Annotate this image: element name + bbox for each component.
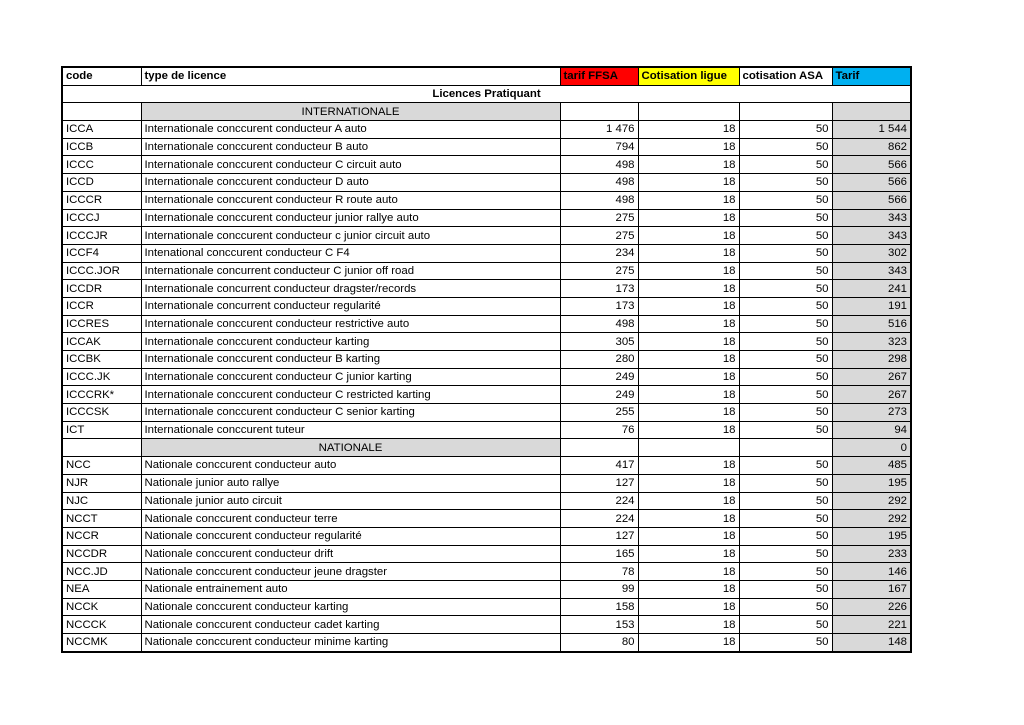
licence-type[interactable]: Internationale concurrent conducteur C junior off road — [141, 262, 560, 280]
section-ligue-cell[interactable] — [638, 439, 739, 457]
header-type[interactable]: type de licence — [141, 67, 560, 85]
tarif-ffsa-value[interactable]: 255 — [560, 404, 638, 422]
cotisation-ligue-value[interactable]: 18 — [638, 121, 739, 139]
cotisation-ligue-value[interactable]: 18 — [638, 634, 739, 652]
cotisation-asa-value[interactable]: 50 — [739, 598, 832, 616]
cotisation-asa-value[interactable]: 50 — [739, 563, 832, 581]
cotisation-asa-value[interactable]: 50 — [739, 634, 832, 652]
cotisation-asa-value[interactable]: 50 — [739, 616, 832, 634]
cotisation-ligue-value[interactable]: 18 — [638, 563, 739, 581]
tarif-total-value[interactable]: 292 — [832, 510, 911, 528]
tarif-ffsa-value[interactable]: 498 — [560, 156, 638, 174]
group-title-row — [62, 85, 911, 103]
licence-type[interactable]: Nationale conccurent conducteur terre — [141, 510, 560, 528]
cotisation-ligue-value[interactable]: 18 — [638, 315, 739, 333]
cotisation-ligue-value[interactable]: 18 — [638, 510, 739, 528]
licence-code[interactable]: NCC.JD — [62, 563, 141, 581]
tarif-ffsa-value[interactable]: 417 — [560, 457, 638, 475]
cotisation-ligue-value[interactable]: 18 — [638, 457, 739, 475]
licence-type[interactable]: Nationale conccurent conducteur auto — [141, 457, 560, 475]
table-row — [62, 297, 911, 315]
cotisation-ligue-value[interactable]: 18 — [638, 580, 739, 598]
licence-type[interactable]: Nationale entrainement auto — [141, 580, 560, 598]
licence-type[interactable]: Internationale conccurent conducteur karting — [141, 333, 560, 351]
cotisation-asa-value[interactable]: 50 — [739, 510, 832, 528]
tarif-ffsa-value[interactable]: 165 — [560, 545, 638, 563]
tarif-ffsa-value[interactable]: 275 — [560, 262, 638, 280]
tarif-total-value[interactable]: 298 — [832, 351, 911, 369]
licence-type[interactable]: Internationale conccurent conducteur C restricted karting — [141, 386, 560, 404]
licence-code[interactable]: ICCAK — [62, 333, 141, 351]
licence-code[interactable]: ICCR — [62, 297, 141, 315]
tarif-total-value[interactable]: 195 — [832, 474, 911, 492]
licence-code[interactable]: ICCF4 — [62, 244, 141, 262]
licence-code[interactable]: ICCD — [62, 174, 141, 192]
cotisation-asa-value[interactable]: 50 — [739, 209, 832, 227]
cotisation-ligue-value[interactable]: 18 — [638, 474, 739, 492]
tarif-ffsa-value[interactable]: 794 — [560, 138, 638, 156]
table-row — [62, 351, 911, 369]
licence-code[interactable]: ICCCR — [62, 191, 141, 209]
cotisation-ligue-value[interactable]: 18 — [638, 191, 739, 209]
cotisation-ligue-value[interactable]: 18 — [638, 598, 739, 616]
licence-code[interactable]: ICCCJ — [62, 209, 141, 227]
section-ligue-cell[interactable] — [638, 103, 739, 121]
licence-type[interactable]: Internationale conccurent conducteur B auto — [141, 138, 560, 156]
table-row — [62, 492, 911, 510]
licence-code[interactable]: NEA — [62, 580, 141, 598]
licence-code[interactable]: ICCC.JK — [62, 368, 141, 386]
licence-type[interactable]: Internationale conccurent conducteur junior rallye auto — [141, 209, 560, 227]
tarif-total-value[interactable]: 485 — [832, 457, 911, 475]
tarif-ffsa-value[interactable]: 173 — [560, 297, 638, 315]
cotisation-ligue-value[interactable]: 18 — [638, 404, 739, 422]
table-row — [62, 421, 911, 439]
licence-type[interactable]: Internationale conccurent conducteur R route auto — [141, 191, 560, 209]
cotisation-ligue-value[interactable]: 18 — [638, 244, 739, 262]
table-row — [62, 563, 911, 581]
tarif-total-value[interactable]: 566 — [832, 174, 911, 192]
tarif-ffsa-value[interactable]: 280 — [560, 351, 638, 369]
licence-type[interactable]: Nationale conccurent conducteur jeune dragster — [141, 563, 560, 581]
section-code-cell[interactable] — [62, 103, 141, 121]
cotisation-asa-value[interactable]: 50 — [739, 333, 832, 351]
tarif-ffsa-value[interactable]: 158 — [560, 598, 638, 616]
cotisation-ligue-value[interactable]: 18 — [638, 368, 739, 386]
tarif-ffsa-value[interactable]: 99 — [560, 580, 638, 598]
tarif-ffsa-value[interactable]: 498 — [560, 174, 638, 192]
header-cotisation-ligue[interactable]: Cotisation ligue — [638, 67, 739, 85]
tarif-total-value[interactable]: 195 — [832, 527, 911, 545]
tarif-ffsa-value[interactable]: 234 — [560, 244, 638, 262]
tarif-total-value[interactable]: 226 — [832, 598, 911, 616]
cotisation-ligue-value[interactable]: 18 — [638, 351, 739, 369]
tarif-total-value[interactable]: 516 — [832, 315, 911, 333]
tarif-total-value[interactable]: 221 — [832, 616, 911, 634]
cotisation-asa-value[interactable]: 50 — [739, 527, 832, 545]
licence-type[interactable]: Internationale concurrent conducteur regularité — [141, 297, 560, 315]
tarif-total-value[interactable]: 292 — [832, 492, 911, 510]
tarif-ffsa-value[interactable]: 1 476 — [560, 121, 638, 139]
tarif-ffsa-value[interactable]: 275 — [560, 227, 638, 245]
licence-code[interactable]: NCC — [62, 457, 141, 475]
licence-type[interactable]: Internationale conccurent conducteur A auto — [141, 121, 560, 139]
licence-type[interactable]: Internationale concurrent conducteur dragster/records — [141, 280, 560, 298]
licence-code[interactable]: ICT — [62, 421, 141, 439]
table-row — [62, 315, 911, 333]
cotisation-asa-value[interactable]: 50 — [739, 227, 832, 245]
section-ffsa-cell[interactable] — [560, 103, 638, 121]
table-row — [62, 227, 911, 245]
cotisation-ligue-value[interactable]: 18 — [638, 297, 739, 315]
tarif-ffsa-value[interactable]: 127 — [560, 527, 638, 545]
table-row — [62, 121, 911, 139]
cotisation-asa-value[interactable]: 50 — [739, 474, 832, 492]
tarif-total-value[interactable]: 146 — [832, 563, 911, 581]
licence-type[interactable]: Nationale conccurent conducteur minime karting — [141, 634, 560, 652]
tarif-ffsa-value[interactable]: 249 — [560, 368, 638, 386]
licence-code[interactable]: ICCDR — [62, 280, 141, 298]
tarif-ffsa-value[interactable]: 498 — [560, 315, 638, 333]
table-row — [62, 368, 911, 386]
section-tarif-cell[interactable] — [832, 103, 911, 121]
table-row — [62, 616, 911, 634]
table-row — [62, 527, 911, 545]
header-tarif[interactable]: Tarif — [832, 67, 911, 85]
licence-type[interactable]: Nationale conccurent conducteur regularité — [141, 527, 560, 545]
tarif-ffsa-value[interactable]: 305 — [560, 333, 638, 351]
licence-type[interactable]: Intenational conccurent conducteur C F4 — [141, 244, 560, 262]
licence-type[interactable]: Internationale conccurent tuteur — [141, 421, 560, 439]
cotisation-asa-value[interactable]: 50 — [739, 580, 832, 598]
cotisation-asa-value[interactable]: 50 — [739, 457, 832, 475]
licence-type[interactable]: Internationale conccurent conducteur C junior karting — [141, 368, 560, 386]
tarif-ffsa-value[interactable]: 275 — [560, 209, 638, 227]
licence-type[interactable]: Nationale conccurent conducteur cadet karting — [141, 616, 560, 634]
tarif-total-value[interactable]: 94 — [832, 421, 911, 439]
cotisation-asa-value[interactable]: 50 — [739, 545, 832, 563]
cotisation-ligue-value[interactable]: 18 — [638, 492, 739, 510]
cotisation-ligue-value[interactable]: 18 — [638, 386, 739, 404]
licence-code[interactable]: NCCMK — [62, 634, 141, 652]
table-row — [62, 191, 911, 209]
tarif-total-value[interactable]: 241 — [832, 280, 911, 298]
cotisation-ligue-value[interactable]: 18 — [638, 616, 739, 634]
tarif-total-value[interactable]: 148 — [832, 634, 911, 652]
licence-code[interactable]: NCCT — [62, 510, 141, 528]
licence-code[interactable]: ICCC.JOR — [62, 262, 141, 280]
tarif-total-value[interactable]: 1 544 — [832, 121, 911, 139]
tarif-ffsa-value[interactable]: 153 — [560, 616, 638, 634]
cotisation-asa-value[interactable]: 50 — [739, 404, 832, 422]
licence-code[interactable]: NJR — [62, 474, 141, 492]
cotisation-ligue-value[interactable]: 18 — [638, 545, 739, 563]
licence-type[interactable]: Nationale conccurent conducteur karting — [141, 598, 560, 616]
section-tarif-cell[interactable]: 0 — [832, 439, 911, 457]
table-row — [62, 404, 911, 422]
cotisation-asa-value[interactable]: 50 — [739, 174, 832, 192]
tarif-total-value[interactable]: 233 — [832, 545, 911, 563]
licence-code[interactable]: ICCA — [62, 121, 141, 139]
table-row — [62, 174, 911, 192]
header-row — [62, 67, 911, 85]
tarif-total-value[interactable]: 343 — [832, 227, 911, 245]
cotisation-ligue-value[interactable]: 18 — [638, 138, 739, 156]
cotisation-ligue-value[interactable]: 18 — [638, 527, 739, 545]
section-ffsa-cell[interactable] — [560, 439, 638, 457]
tarif-total-value[interactable]: 191 — [832, 297, 911, 315]
licence-code[interactable]: ICCBK — [62, 351, 141, 369]
licence-type[interactable]: Internationale conccurent conducteur restrictive auto — [141, 315, 560, 333]
licence-type[interactable]: Nationale junior auto rallye — [141, 474, 560, 492]
table-row — [62, 457, 911, 475]
licence-code[interactable]: NCCCK — [62, 616, 141, 634]
cotisation-ligue-value[interactable]: 18 — [638, 209, 739, 227]
header-code[interactable]: code — [62, 67, 141, 85]
licence-type[interactable]: Internationale conccurent conducteur B karting — [141, 351, 560, 369]
tarif-total-value[interactable]: 566 — [832, 156, 911, 174]
section-row-nationale — [62, 439, 911, 457]
licence-type[interactable]: Nationale junior auto circuit — [141, 492, 560, 510]
cotisation-asa-value[interactable]: 50 — [739, 121, 832, 139]
tarif-total-value[interactable]: 343 — [832, 262, 911, 280]
tarif-ffsa-value[interactable]: 224 — [560, 492, 638, 510]
tarif-total-value[interactable]: 566 — [832, 191, 911, 209]
tarif-total-value[interactable]: 267 — [832, 368, 911, 386]
cotisation-ligue-value[interactable]: 18 — [638, 421, 739, 439]
tarif-total-value[interactable]: 323 — [832, 333, 911, 351]
licence-type[interactable]: Internationale conccurent conducteur C senior karting — [141, 404, 560, 422]
cotisation-asa-value[interactable]: 50 — [739, 492, 832, 510]
table-row — [62, 580, 911, 598]
section-title[interactable]: INTERNATIONALE — [141, 103, 560, 121]
section-asa-cell[interactable] — [739, 439, 832, 457]
licence-code[interactable]: NCCR — [62, 527, 141, 545]
table-row — [62, 545, 911, 563]
tarif-ffsa-value[interactable]: 498 — [560, 191, 638, 209]
licence-code[interactable]: ICCCRK* — [62, 386, 141, 404]
licence-code[interactable]: ICCCSK — [62, 404, 141, 422]
licence-code[interactable]: NJC — [62, 492, 141, 510]
cotisation-ligue-value[interactable]: 18 — [638, 280, 739, 298]
licence-code[interactable]: NCCDR — [62, 545, 141, 563]
cotisation-asa-value[interactable]: 50 — [739, 368, 832, 386]
licence-type[interactable]: Nationale conccurent conducteur drift — [141, 545, 560, 563]
tarif-total-value[interactable]: 267 — [832, 386, 911, 404]
tarif-ffsa-value[interactable]: 173 — [560, 280, 638, 298]
cotisation-asa-value[interactable]: 50 — [739, 138, 832, 156]
licence-tariff-table — [61, 66, 912, 653]
cotisation-asa-value[interactable]: 50 — [739, 297, 832, 315]
licence-type[interactable]: Internationale conccurent conducteur C circuit auto — [141, 156, 560, 174]
tarif-ffsa-value[interactable]: 78 — [560, 563, 638, 581]
tarif-total-value[interactable]: 302 — [832, 244, 911, 262]
licence-type[interactable]: Internationale conccurent conducteur c junior circuit auto — [141, 227, 560, 245]
tarif-ffsa-value[interactable]: 127 — [560, 474, 638, 492]
licence-code[interactable]: ICCB — [62, 138, 141, 156]
cotisation-ligue-value[interactable]: 18 — [638, 156, 739, 174]
table-row — [62, 386, 911, 404]
section-row-internationale — [62, 103, 911, 121]
cotisation-asa-value[interactable]: 50 — [739, 156, 832, 174]
cotisation-ligue-value[interactable]: 18 — [638, 227, 739, 245]
cotisation-asa-value[interactable]: 50 — [739, 262, 832, 280]
cotisation-ligue-value[interactable]: 18 — [638, 262, 739, 280]
cotisation-ligue-value[interactable]: 18 — [638, 333, 739, 351]
table-row — [62, 262, 911, 280]
section-code-cell[interactable] — [62, 439, 141, 457]
tarif-total-value[interactable]: 343 — [832, 209, 911, 227]
table-row — [62, 244, 911, 262]
table-row — [62, 156, 911, 174]
table-row — [62, 474, 911, 492]
cotisation-asa-value[interactable]: 50 — [739, 280, 832, 298]
section-title[interactable]: NATIONALE — [141, 439, 560, 457]
cotisation-asa-value[interactable]: 50 — [739, 191, 832, 209]
tarif-total-value[interactable]: 167 — [832, 580, 911, 598]
tarif-ffsa-value[interactable]: 80 — [560, 634, 638, 652]
cotisation-asa-value[interactable]: 50 — [739, 315, 832, 333]
header-tarif-ffsa[interactable]: tarif FFSA — [560, 67, 638, 85]
table-row — [62, 138, 911, 156]
cotisation-asa-value[interactable]: 50 — [739, 386, 832, 404]
table-row — [62, 209, 911, 227]
group-title[interactable]: Licences Pratiquant — [62, 85, 911, 103]
licence-code[interactable]: ICCRES — [62, 315, 141, 333]
tarif-ffsa-value[interactable]: 249 — [560, 386, 638, 404]
cotisation-asa-value[interactable]: 50 — [739, 351, 832, 369]
table-row — [62, 510, 911, 528]
header-cotisation-asa[interactable]: cotisation ASA — [739, 67, 832, 85]
licence-code[interactable]: ICCC — [62, 156, 141, 174]
section-asa-cell[interactable] — [739, 103, 832, 121]
table-row — [62, 598, 911, 616]
tarif-ffsa-value[interactable]: 76 — [560, 421, 638, 439]
cotisation-asa-value[interactable]: 50 — [739, 244, 832, 262]
tarif-ffsa-value[interactable]: 224 — [560, 510, 638, 528]
tarif-total-value[interactable]: 862 — [832, 138, 911, 156]
licence-code[interactable]: NCCK — [62, 598, 141, 616]
cotisation-ligue-value[interactable]: 18 — [638, 174, 739, 192]
licence-code[interactable]: ICCCJR — [62, 227, 141, 245]
cotisation-asa-value[interactable]: 50 — [739, 421, 832, 439]
tarif-total-value[interactable]: 273 — [832, 404, 911, 422]
table-row — [62, 280, 911, 298]
table-row — [62, 333, 911, 351]
licence-type[interactable]: Internationale conccurent conducteur D auto — [141, 174, 560, 192]
table-row — [62, 634, 911, 652]
